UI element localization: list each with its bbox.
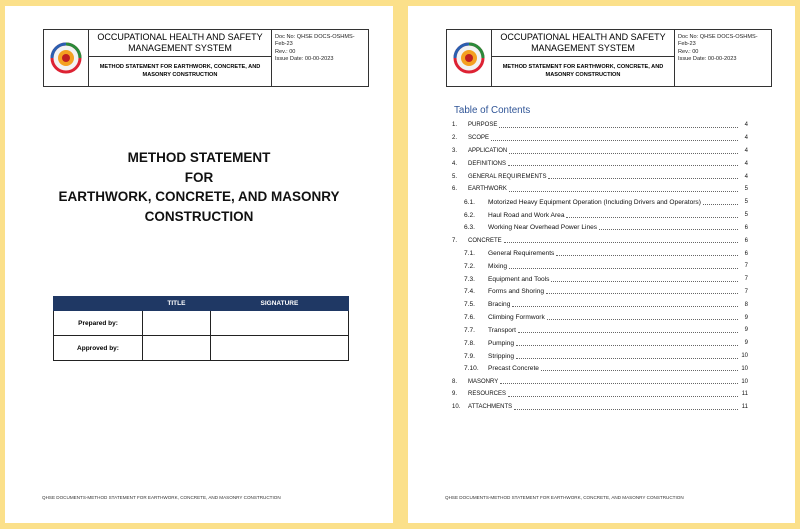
toc-entry[interactable] (452, 132, 748, 145)
toc-entry-title: Pumping (488, 339, 515, 347)
cover-page (5, 6, 393, 523)
system-title: OCCUPATIONAL HEALTH AND SAFETY MANAGEMENT SYSTEM (492, 30, 674, 57)
toc-entry[interactable] (452, 362, 748, 375)
cover-title (25, 148, 373, 226)
company-logo-icon (50, 42, 82, 74)
toc-entry-page: 4 (744, 122, 748, 129)
toc-entry-number: 7.5. (464, 301, 475, 309)
toc-entry[interactable] (452, 157, 748, 170)
toc-entry-number: 6.1. (464, 198, 475, 206)
toc-entry[interactable] (452, 311, 748, 324)
toc-leader-dots (500, 383, 738, 384)
toc-entry-title: GENERAL REQUIREMENTS (468, 173, 547, 180)
revision: Rev.: 00 (678, 48, 699, 55)
toc-leader-dots (541, 370, 738, 371)
toc-entry[interactable] (452, 388, 748, 401)
doc-number: Doc No: QHSE DOCS-OSHMS-Feb-23 (275, 34, 355, 48)
toc-entry-number: 7.6. (464, 314, 475, 322)
toc-leader-dots (566, 217, 738, 218)
toc-entry-number: 9. (452, 391, 458, 398)
table-row (54, 336, 349, 361)
toc-leader-dots (508, 396, 738, 397)
toc-entry[interactable] (452, 375, 748, 388)
toc-entry-number: 6. (452, 186, 458, 193)
toc-entry[interactable] (452, 145, 748, 158)
toc-entry-title: Motorized Heavy Equipment Operation (Including Drivers and Operators) (488, 198, 701, 206)
toc-entry-number: 7. (452, 237, 458, 244)
toc-entry-number: 3. (452, 148, 458, 155)
signature-column-header: SIGNATURE (210, 297, 348, 311)
toc-entry-title: SCOPE (468, 135, 490, 142)
prepared-by-signature-cell (210, 311, 348, 336)
approved-by-label: Approved by: (54, 336, 143, 361)
toc-entry-title: PURPOSE (468, 122, 498, 129)
toc-entry-number: 7.2. (464, 262, 475, 270)
toc-entry-page: 9 (744, 340, 748, 347)
toc-entry[interactable] (452, 119, 748, 132)
toc-entry[interactable] (452, 401, 748, 414)
toc-entry-number: 7.8. (464, 339, 475, 347)
toc-entry-title: Mixing (488, 262, 508, 270)
toc-entry-title: Haul Road and Work Area (488, 211, 565, 219)
toc-entry-page: 5 (744, 186, 748, 193)
approved-by-title-cell (143, 336, 211, 361)
revision: Rev.: 00 (275, 48, 296, 55)
toc-entry-page: 4 (744, 160, 748, 167)
toc-entry[interactable] (452, 298, 748, 311)
toc-entry[interactable] (452, 209, 748, 222)
toc-page (408, 6, 795, 523)
toc-leader-dots (599, 229, 738, 230)
toc-entry-page: 9 (744, 314, 748, 321)
doc-number: Doc No: QHSE DOCS-OSHMS-Feb-23 (678, 34, 758, 48)
toc-leader-dots (548, 178, 738, 179)
toc-entry-title: Transport (488, 326, 516, 334)
toc-entry-page: 10 (741, 353, 748, 360)
toc-entry-title: General Requirements (488, 250, 555, 258)
document-header (446, 29, 772, 87)
toc-entry-number: 7.3. (464, 275, 475, 283)
toc-entry[interactable] (452, 222, 748, 235)
toc-leader-dots (516, 358, 738, 359)
toc-entry-page: 7 (744, 276, 748, 283)
toc-leader-dots (551, 281, 738, 282)
toc-entry[interactable] (452, 196, 748, 209)
toc-entry-page: 10 (741, 378, 748, 385)
toc-entry[interactable] (452, 273, 748, 286)
toc-entry-number: 5. (452, 173, 458, 180)
cover-title-line: EARTHWORK, CONCRETE, AND MASONRY (58, 189, 340, 204)
toc-entry-title: EARTHWORK (468, 186, 507, 193)
toc-leader-dots (516, 345, 738, 346)
approved-by-signature-cell (210, 336, 348, 361)
toc-entry-title: Precast Concrete (488, 365, 539, 373)
issue-date: Issue Date: 00-00-2023 (678, 56, 737, 63)
toc-entry-page: 4 (744, 148, 748, 155)
toc-entry-number: 10. (452, 404, 461, 411)
prepared-by-title-cell (143, 311, 211, 336)
toc-leader-dots (509, 153, 738, 154)
toc-entry-title: ATTACHMENTS (468, 404, 513, 411)
toc-entry-title: CONCRETE (468, 237, 502, 244)
toc-list (452, 119, 748, 414)
toc-leader-dots (518, 332, 738, 333)
toc-leader-dots (514, 409, 738, 410)
toc-entry-page: 6 (744, 237, 748, 244)
toc-entry-title: Stripping (488, 352, 515, 360)
document-info (675, 30, 771, 86)
toc-entry-number: 7.9. (464, 352, 475, 360)
toc-entry-page: 5 (744, 199, 748, 206)
toc-entry-page: 11 (741, 404, 748, 411)
toc-entry[interactable] (452, 337, 748, 350)
toc-entry-title: DEFINITIONS (468, 160, 507, 167)
toc-entry[interactable] (452, 260, 748, 273)
title-column-header: TITLE (143, 297, 211, 311)
toc-entry-number: 7.7. (464, 326, 475, 334)
toc-entry-title: Equipment and Tools (488, 275, 550, 283)
method-statement-title: METHOD STATEMENT FOR EARTHWORK, CONCRETE, AND MASONRY CONSTRUCTION (502, 64, 664, 78)
toc-heading: Table of Contents (454, 105, 531, 116)
issue-date: Issue Date: 00-00-2023 (275, 56, 334, 63)
toc-entry-title: Working Near Overhead Power Lines (488, 224, 598, 232)
toc-entry-page: 7 (744, 263, 748, 270)
document-info (272, 30, 368, 86)
page-footer: QHSE DOCUMENTS-METHOD STATEMENT FOR EARTHWORK, CONCRETE, AND MASONRY CONSTRUCTION (42, 495, 281, 500)
toc-entry-title: MASONRY (468, 378, 499, 385)
toc-entry-page: 6 (744, 250, 748, 257)
toc-entry-title: Forms and Shoring (488, 288, 545, 296)
toc-entry[interactable] (452, 170, 748, 183)
toc-entry[interactable] (452, 324, 748, 337)
toc-leader-dots (504, 242, 738, 243)
cover-title-line: FOR (184, 169, 214, 185)
method-statement-title: METHOD STATEMENT FOR EARTHWORK, CONCRETE, AND MASONRY CONSTRUCTION (99, 64, 261, 78)
toc-entry-page: 9 (744, 327, 748, 334)
toc-entry-number: 7.1. (464, 250, 475, 258)
logo-cell (447, 30, 492, 86)
toc-entry-number: 8. (452, 378, 458, 385)
toc-entry[interactable] (452, 350, 748, 363)
toc-entry-page: 4 (744, 135, 748, 142)
toc-leader-dots (509, 191, 738, 192)
toc-entry-number: 4. (452, 160, 458, 167)
table-row (54, 311, 349, 336)
toc-leader-dots (499, 127, 738, 128)
toc-entry-number: 7.4. (464, 288, 475, 296)
toc-entry[interactable] (452, 286, 748, 299)
toc-entry-title: Bracing (488, 301, 511, 309)
signature-table (53, 296, 349, 361)
toc-leader-dots (509, 268, 738, 269)
toc-entry-page: 11 (741, 391, 748, 398)
cover-title-line: CONSTRUCTION (144, 208, 254, 224)
cover-title-line: METHOD STATEMENT (127, 150, 271, 165)
toc-leader-dots (547, 319, 738, 320)
toc-entry[interactable] (452, 234, 748, 247)
document-header (43, 29, 369, 87)
page-footer: QHSE DOCUMENTS-METHOD STATEMENT FOR EARTHWORK, CONCRETE, AND MASONRY CONSTRUCTION (445, 495, 684, 500)
toc-entry-number: 2. (452, 135, 458, 142)
toc-entry-number: 7.10. (464, 365, 479, 373)
company-logo-icon (453, 42, 485, 74)
toc-leader-dots (556, 255, 738, 256)
toc-entry-number: 6.2. (464, 211, 475, 219)
toc-entry-title: APPLICATION (468, 148, 508, 155)
toc-entry-page: 8 (744, 301, 748, 308)
logo-cell (44, 30, 89, 86)
toc-entry-page: 10 (741, 365, 748, 372)
system-title: OCCUPATIONAL HEALTH AND SAFETY MANAGEMENT SYSTEM (89, 30, 271, 57)
toc-entry-page: 4 (744, 173, 748, 180)
toc-leader-dots (491, 140, 738, 141)
toc-leader-dots (546, 293, 738, 294)
toc-entry-page: 5 (744, 212, 748, 219)
toc-entry-page: 7 (744, 288, 748, 295)
prepared-by-label: Prepared by: (54, 311, 143, 336)
toc-entry-page: 6 (744, 224, 748, 231)
toc-entry[interactable] (452, 183, 748, 196)
toc-entry-number: 1. (452, 122, 458, 129)
toc-leader-dots (508, 165, 738, 166)
blank-header (54, 297, 143, 311)
toc-leader-dots (703, 204, 738, 205)
toc-entry-title: RESOURCES (468, 391, 507, 398)
toc-entry-number: 6.3. (464, 224, 475, 232)
toc-entry[interactable] (452, 247, 748, 260)
toc-leader-dots (512, 306, 738, 307)
toc-entry-title: Climbing Formwork (488, 314, 545, 322)
